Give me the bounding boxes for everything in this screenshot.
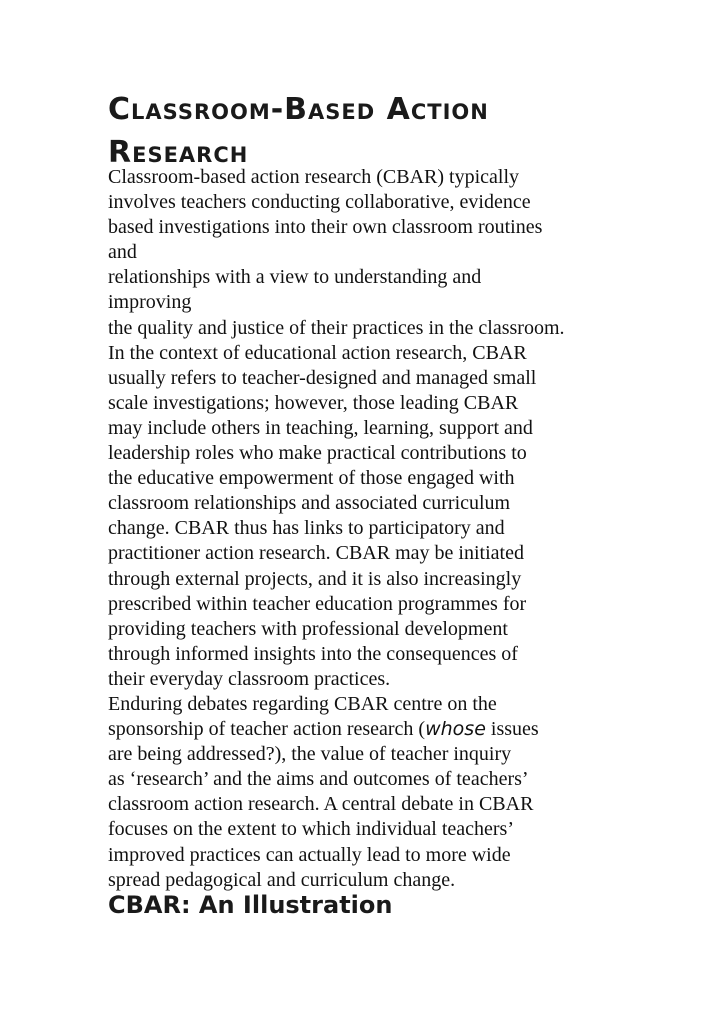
- body-text: [108, 165, 668, 893]
- text-line: based investigations into their own classroom routines: [108, 216, 543, 239]
- section-title: [108, 88, 668, 174]
- text-line: through external projects, and it is also increasingly: [108, 567, 522, 590]
- text-line: providing teachers with professional development: [108, 617, 508, 640]
- text-line: Enduring debates regarding CBAR centre on the: [108, 692, 497, 715]
- text-line: practitioner action research. CBAR may be initiated: [108, 542, 524, 565]
- text-line: focuses on the extent to which individual teachers’: [108, 818, 514, 841]
- text-line: their everyday classroom practices.: [108, 667, 391, 690]
- text-line: prescribed within teacher education programmes for: [108, 592, 527, 615]
- text-run: sponsorship of teacher action research (: [108, 718, 426, 741]
- text-line: improved practices can actually lead to more wide: [108, 843, 511, 866]
- text-line: leadership roles who make practical contributions to: [108, 442, 527, 465]
- text-line: the quality and justice of their practices in the classroom.: [108, 316, 565, 339]
- text-line: spread pedagogical and curriculum change.: [108, 868, 456, 891]
- text-line: the educative empowerment of those engaged with: [108, 467, 515, 490]
- text-line: [108, 717, 668, 742]
- subheading: CBAR: An Illustration: [108, 891, 393, 919]
- text-line: scale investigations; however, those leading CBAR: [108, 391, 519, 414]
- text-line: relationships with a view to understanding and: [108, 266, 482, 289]
- title-line: Research: [108, 135, 249, 170]
- emphasized-word: whose: [425, 718, 486, 741]
- text-run: issues: [485, 718, 539, 741]
- text-line: usually refers to teacher-designed and managed small: [108, 366, 537, 389]
- text-line: are being addressed?), the value of teacher inquiry: [108, 743, 512, 766]
- title-line: Classroom-Based Action: [108, 92, 489, 127]
- text-line: classroom action research. A central debate in CBAR: [108, 793, 534, 816]
- text-line: classroom relationships and associated curriculum: [108, 492, 511, 515]
- text-line: Classroom-based action research (CBAR) typically: [108, 166, 519, 188]
- text-line: change. CBAR thus has links to participatory and: [108, 517, 505, 540]
- text-line: may include others in teaching, learning, support and: [108, 416, 533, 439]
- text-line: through informed insights into the consequences of: [108, 642, 518, 665]
- text-line: In the context of educational action research, CBAR: [108, 341, 527, 364]
- text-line: and: [108, 241, 137, 264]
- text-line: improving: [108, 291, 192, 314]
- text-line: as ‘research’ and the aims and outcomes of teachers’: [108, 768, 529, 791]
- text-line: involves teachers conducting collaborative, evidence: [108, 191, 531, 214]
